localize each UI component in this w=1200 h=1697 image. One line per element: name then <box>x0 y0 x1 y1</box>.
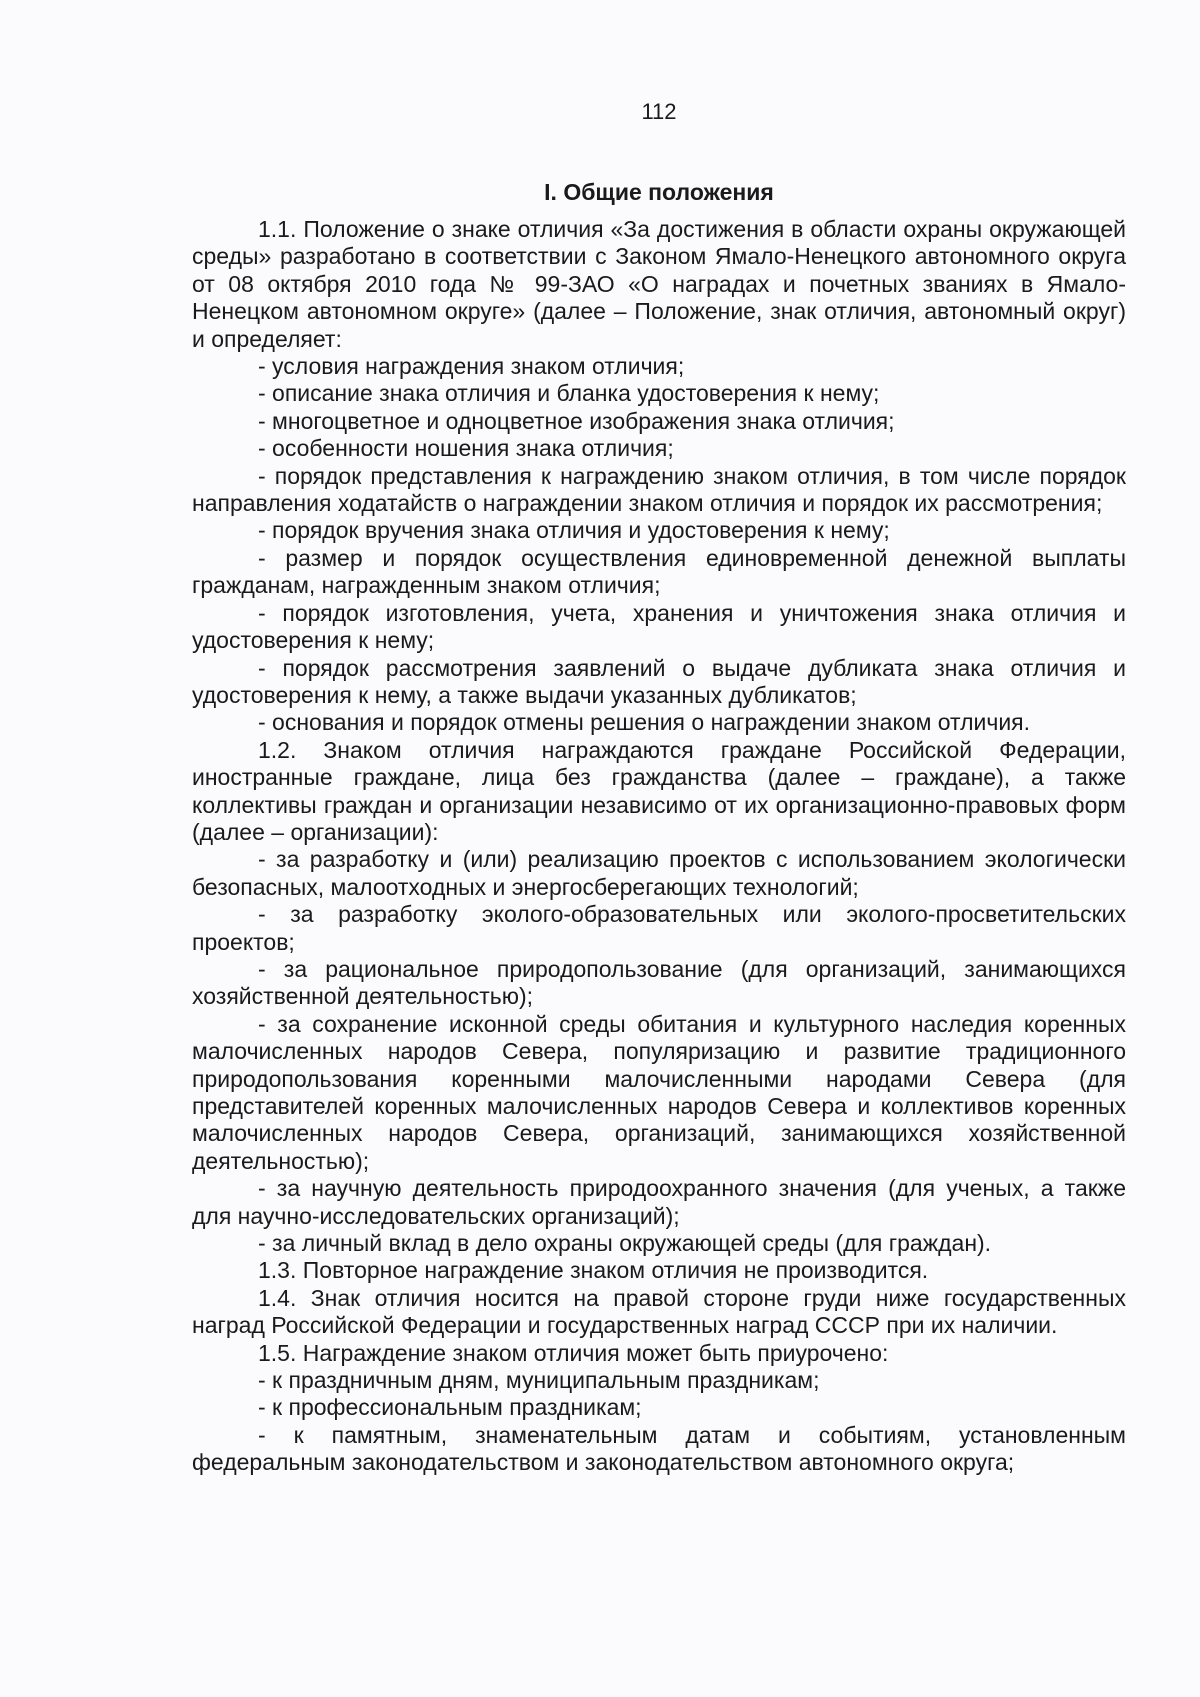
section-title: I. Общие положения <box>544 179 774 205</box>
paragraph: - за рациональное природопользование (для организаций, занимающихся хозяйственной деятельностью); <box>192 955 1126 1010</box>
paragraph: 1.2. Знаком отличия награждаются граждане Российской Федерации, иностранные граждане, лица без гражданства (далее – граждане), а также коллективы граждан и организации независимо от их организационно-правовых форм (далее – организации): <box>192 736 1126 845</box>
paragraph: - порядок изготовления, учета, хранения и уничтожения знака отличия и удостоверения к нему; <box>192 599 1126 654</box>
paragraph: - многоцветное и одноцветное изображения знака отличия; <box>258 407 895 434</box>
paragraph: - за разработку и (или) реализацию проектов с использованием экологически безопасных, малоотходных и энергосберегающих технологий; <box>192 846 1126 900</box>
paragraph: - за сохранение исконной среды обитания и культурного наследия коренных малочисленных народов Севера, популяризацию и развитие традиционного природопользования коренными малочисленными народами Севера (для представителей коренных малочисленных народов Севера и коллективов коренных малочисленных народов Севера, организаций, занимающихся хозяйственной деятельностью); <box>192 1010 1126 1174</box>
page-number: 112 <box>641 99 677 124</box>
paragraph: - к памятным, знаменательным датам и событиям, установленным федеральным законодательством и законодательством автономного округа; <box>192 1421 1126 1476</box>
paragraph: - основания и порядок отмены решения о награждении знаком отличия. <box>258 709 1031 736</box>
paragraph: - за личный вклад в дело охраны окружающей среды (для граждан). <box>258 1230 992 1257</box>
paragraph: - к праздничным дням, муниципальным праздникам; <box>258 1367 820 1394</box>
paragraph: - порядок вручения знака отличия и удостоверения к нему; <box>258 517 890 544</box>
paragraph: 1.1. Положение о знаке отличия «За достижения в области охраны окружающей среды» разработано в соответствии с Законом Ямало-Ненецкого автономного округа от 08 октября 2010 года № 99-ЗАО «О наградах и почетных званиях в Ямало-Ненецком автономном округе» (далее – Положение, знак отличия, автономный округ) и определяет: <box>192 216 1126 352</box>
paragraph: 1.5. Награждение знаком отличия может быть приурочено: <box>258 1339 889 1366</box>
paragraph: - порядок рассмотрения заявлений о выдаче дубликата знака отличия и удостоверения к нему, а также выдачи указанных дубликатов; <box>192 654 1126 708</box>
paragraph: 1.4. Знак отличия носится на правой стороне груди ниже государственных наград Российской Федерации и государственных наград СССР при их наличии. <box>192 1284 1126 1339</box>
paragraph: - описание знака отличия и бланка удостоверения к нему; <box>258 380 880 407</box>
paragraph: - размер и порядок осуществления единовременной денежной выплаты гражданам, награжденным знаком отличия; <box>192 544 1126 599</box>
paragraph: 1.3. Повторное награждение знаком отличия не производится. <box>258 1257 929 1284</box>
paragraph: - к профессиональным праздникам; <box>258 1394 642 1421</box>
paragraph: - порядок представления к награждению знаком отличия, в том числе порядок направления ходатайств о награждении знаком отличия и порядок их рассмотрения; <box>192 462 1126 517</box>
paragraph: - особенности ношения знака отличия; <box>258 435 674 462</box>
paragraph: - за разработку эколого-образовательных или эколого-просветительских проектов; <box>192 901 1126 955</box>
paragraph: - условия награждения знаком отличия; <box>258 353 685 380</box>
document-body <box>192 216 1126 1477</box>
paragraph: - за научную деятельность природоохранного значения (для ученых, а также для научно-исследовательских организаций); <box>192 1175 1126 1229</box>
